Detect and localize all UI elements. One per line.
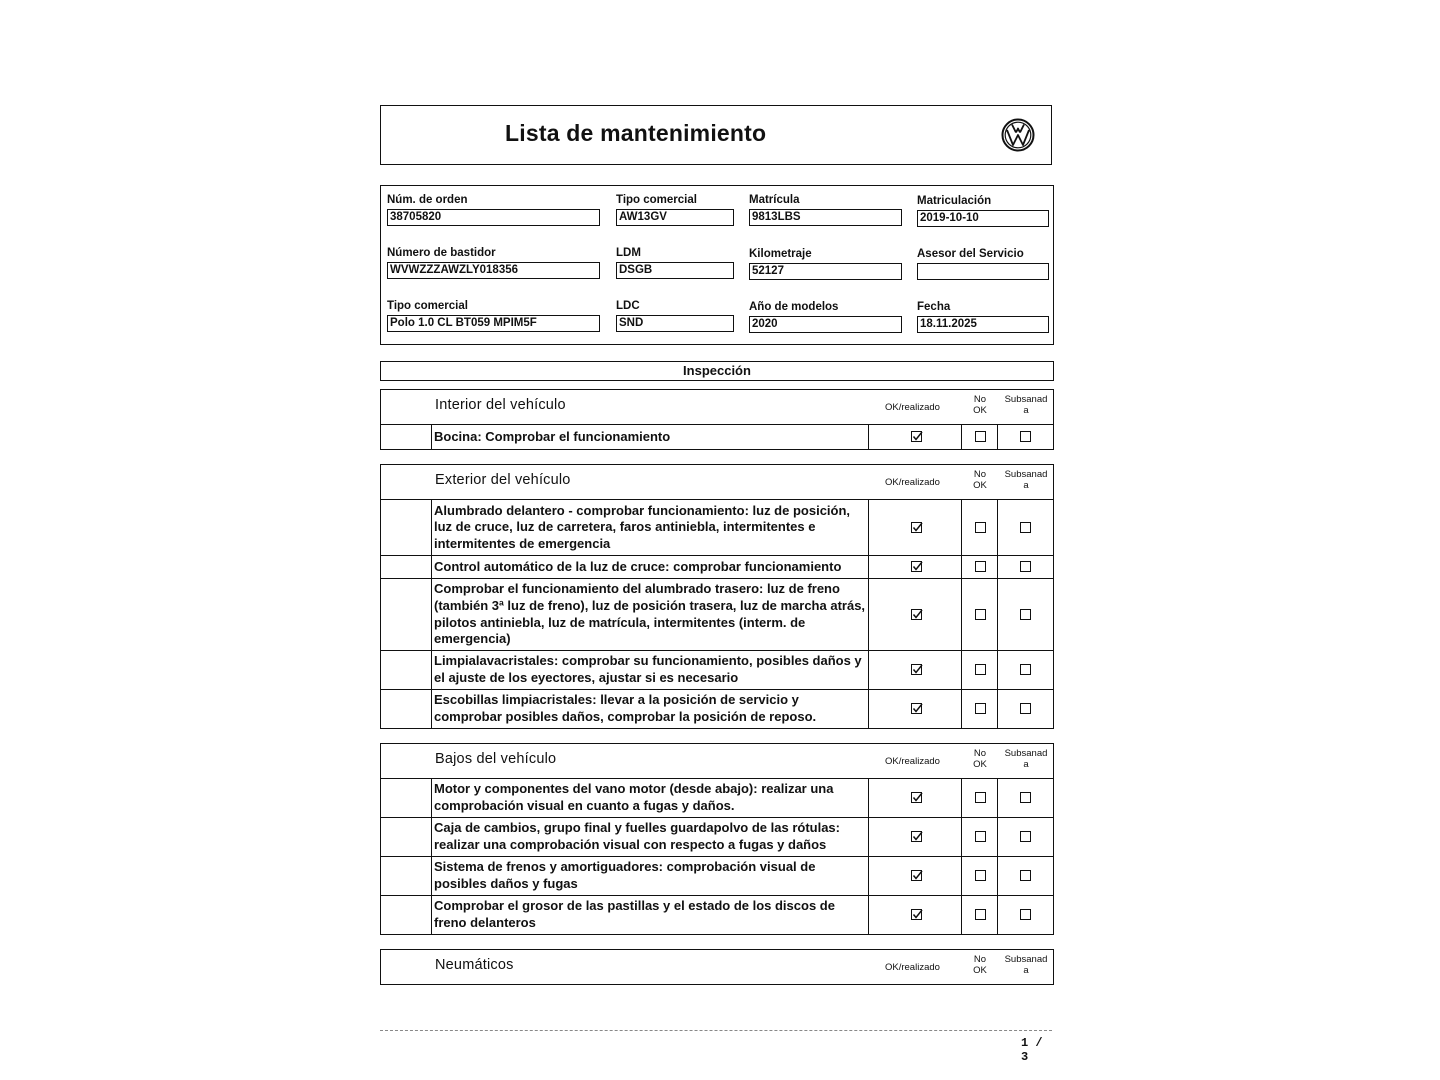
model-year-value: 2020 (749, 316, 902, 333)
ok-checkbox[interactable] (911, 909, 922, 920)
section-title: Bajos del vehículo (435, 751, 557, 767)
ok-checkbox[interactable] (911, 792, 922, 803)
fixed-checkbox[interactable] (1020, 522, 1031, 533)
column-fixed-label: Subsanad a (1004, 469, 1048, 491)
not-ok-checkbox[interactable] (975, 609, 986, 620)
column-ok-label: OK/realizado (885, 477, 940, 488)
page-title: Lista de mantenimiento (505, 120, 767, 146)
advisor-field: Asesor del Servicio (917, 248, 1049, 280)
mileage-field: Kilometraje 52127 (749, 248, 902, 280)
section-header (381, 950, 1053, 984)
fixed-checkbox[interactable] (1020, 561, 1031, 572)
column-not-ok-label: No OK (973, 954, 987, 976)
mileage-value: 52127 (749, 263, 902, 280)
column-divider (997, 556, 998, 578)
table-row (381, 856, 1053, 895)
section-header (381, 390, 1053, 425)
column-divider (997, 651, 998, 689)
model-year-field: Año de modelos 2020 (749, 301, 902, 333)
inspection-title: Inspección (380, 361, 1054, 381)
fixed-checkbox[interactable] (1020, 703, 1031, 714)
item-description: Comprobar el funcionamiento del alumbrado trasero: luz de freno (también 3ª luz de freno), luz de posición trasera, luz de marcha atrás, pilotos antiniebla, luz de matrícula, intermitentes (interm. de emergencia) (431, 579, 869, 650)
fixed-checkbox[interactable] (1020, 792, 1031, 803)
ok-checkbox[interactable] (911, 831, 922, 842)
not-ok-checkbox[interactable] (975, 831, 986, 842)
not-ok-checkbox[interactable] (975, 561, 986, 572)
table-row (381, 895, 1053, 934)
registration-field: Matriculación 2019-10-10 (917, 195, 1049, 227)
date-value: 18.11.2025 (917, 316, 1049, 333)
column-divider (961, 779, 962, 817)
item-description: Motor y componentes del vano motor (desde abajo): realizar una comprobación visual en cuanto a fugas y daños. (431, 779, 869, 817)
column-divider (961, 556, 962, 578)
order-number-value: 38705820 (387, 209, 600, 226)
column-divider (997, 425, 998, 449)
order-number-field: Núm. de orden 38705820 (387, 194, 600, 226)
table-row (381, 779, 1053, 817)
column-divider (997, 579, 998, 650)
advisor-value (917, 263, 1049, 280)
column-fixed-label: Subsanad a (1004, 748, 1048, 770)
column-divider (961, 425, 962, 449)
fixed-checkbox[interactable] (1020, 870, 1031, 881)
table-row (381, 650, 1053, 689)
column-divider (961, 579, 962, 650)
not-ok-checkbox[interactable] (975, 431, 986, 442)
plate-value: 9813LBS (749, 209, 902, 226)
column-divider (997, 896, 998, 934)
item-description: Comprobar el grosor de las pastillas y el estado de los discos de freno delanteros (431, 896, 869, 934)
column-divider (961, 896, 962, 934)
not-ok-checkbox[interactable] (975, 664, 986, 675)
column-divider (997, 818, 998, 856)
section-header (381, 465, 1053, 500)
date-field: Fecha 18.11.2025 (917, 301, 1049, 333)
trade-type-field: Tipo comercial AW13GV (616, 194, 734, 226)
column-fixed-label: Subsanad a (1004, 394, 1048, 416)
column-divider (997, 500, 998, 555)
section-header (381, 744, 1053, 779)
section-1 (380, 464, 1054, 729)
column-fixed-label: Subsanad a (1004, 954, 1048, 976)
table-row (381, 689, 1053, 728)
vin-value: WVWZZZAWZLY018356 (387, 262, 600, 279)
table-row (381, 578, 1053, 650)
fixed-checkbox[interactable] (1020, 909, 1031, 920)
column-divider (961, 857, 962, 895)
column-ok-label: OK/realizado (885, 402, 940, 413)
column-not-ok-label: No OK (973, 748, 987, 770)
column-ok-label: OK/realizado (885, 962, 940, 973)
column-not-ok-label: No OK (973, 394, 987, 416)
column-ok-label: OK/realizado (885, 756, 940, 767)
footer-divider (380, 1030, 1052, 1031)
table-row (381, 555, 1053, 578)
column-divider (997, 690, 998, 728)
trade-type-value: AW13GV (616, 209, 734, 226)
column-divider (997, 779, 998, 817)
section-2 (380, 743, 1054, 935)
section-title: Interior del vehículo (435, 397, 566, 413)
column-not-ok-label: No OK (973, 469, 987, 491)
fixed-checkbox[interactable] (1020, 431, 1031, 442)
item-description: Bocina: Comprobar el funcionamiento (431, 425, 869, 449)
not-ok-checkbox[interactable] (975, 522, 986, 533)
plate-field: Matrícula 9813LBS (749, 194, 902, 226)
column-divider (961, 818, 962, 856)
not-ok-checkbox[interactable] (975, 703, 986, 714)
section-title: Exterior del vehículo (435, 472, 571, 488)
ldc-field: LDC SND (616, 300, 734, 332)
not-ok-checkbox[interactable] (975, 870, 986, 881)
ok-checkbox[interactable] (911, 431, 922, 442)
vin-field: Número de bastidor WVWZZZAWZLY018356 (387, 247, 600, 279)
table-row (381, 500, 1053, 555)
section-3 (380, 949, 1054, 985)
trade-name-value: Polo 1.0 CL BT059 MPIM5F (387, 315, 600, 332)
vw-logo-icon (1001, 118, 1035, 152)
ok-checkbox[interactable] (911, 870, 922, 881)
item-description: Alumbrado delantero - comprobar funcionamiento: luz de posición, luz de cruce, luz de carretera, faros antiniebla, intermitentes e intermitentes de emergencia (431, 500, 869, 555)
not-ok-checkbox[interactable] (975, 792, 986, 803)
item-description: Escobillas limpiacristales: llevar a la posición de servicio y comprobar posibles daños, comprobar la posición de reposo. (431, 690, 869, 728)
item-description: Sistema de frenos y amortiguadores: comprobación visual de posibles daños y fugas (431, 857, 869, 895)
column-divider (961, 690, 962, 728)
fixed-checkbox[interactable] (1020, 831, 1031, 842)
not-ok-checkbox[interactable] (975, 909, 986, 920)
section-title: Neumáticos (435, 957, 514, 973)
ok-checkbox[interactable] (911, 664, 922, 675)
item-description: Control automático de la luz de cruce: comprobar funcionamiento (431, 556, 869, 578)
column-divider (997, 857, 998, 895)
item-description: Limpialavacristales: comprobar su funcionamiento, posibles daños y el ajuste de los eyectores, ajustar si es necesario (431, 651, 869, 689)
ok-checkbox[interactable] (911, 561, 922, 572)
item-description: Caja de cambios, grupo final y fuelles guardapolvo de las rótulas: realizar una comprobación visual con respecto a fugas y daños (431, 818, 869, 856)
table-row (381, 425, 1053, 449)
table-row (381, 817, 1053, 856)
ldm-field: LDM DSGB (616, 247, 734, 279)
fixed-checkbox[interactable] (1020, 609, 1031, 620)
column-divider (961, 500, 962, 555)
header (380, 105, 1052, 165)
registration-value: 2019-10-10 (917, 210, 1049, 227)
ok-checkbox[interactable] (911, 703, 922, 714)
trade-name-field: Tipo comercial Polo 1.0 CL BT059 MPIM5F (387, 300, 600, 332)
ok-checkbox[interactable] (911, 609, 922, 620)
page-number: 1 / 3 (1021, 1036, 1043, 1064)
ok-checkbox[interactable] (911, 522, 922, 533)
fixed-checkbox[interactable] (1020, 664, 1031, 675)
section-0 (380, 389, 1054, 450)
column-divider (961, 651, 962, 689)
ldc-value: SND (616, 315, 734, 332)
vehicle-info (380, 185, 1054, 345)
ldm-value: DSGB (616, 262, 734, 279)
